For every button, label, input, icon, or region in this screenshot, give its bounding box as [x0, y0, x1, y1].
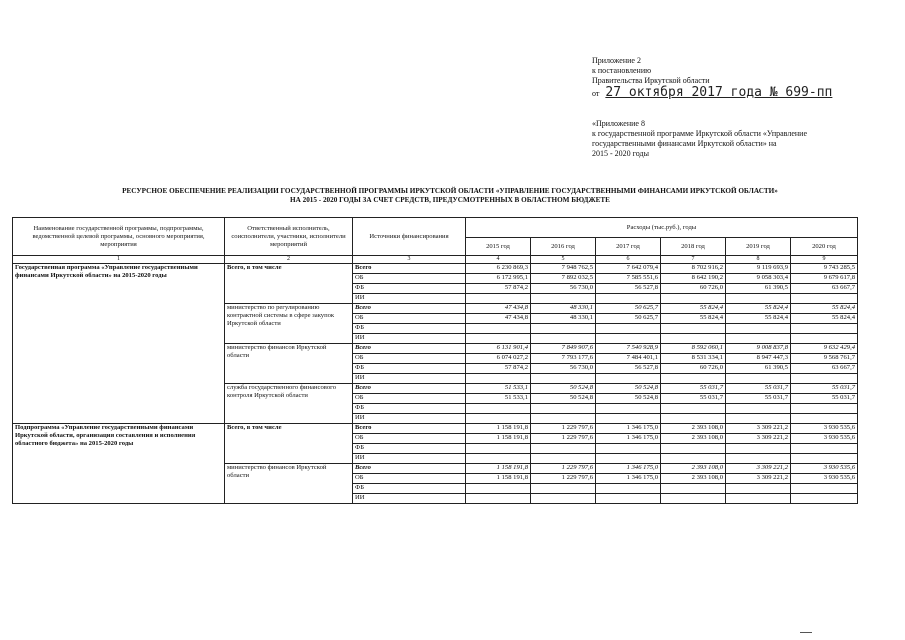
source-cell: ОБ: [353, 354, 466, 364]
value-cell: 7 540 928,9: [596, 344, 661, 354]
value-cell: 1 229 797,6: [531, 434, 596, 444]
value-cell: 2 393 108,0: [661, 464, 726, 474]
table-row: [13, 424, 858, 434]
value-cell: 50 524,8: [531, 384, 596, 394]
header-executor: Ответственный исполнитель, соисполнители, участники, исполнители мероприятий: [225, 218, 353, 256]
value-cell: 9 568 761,7: [791, 354, 858, 364]
value-cell: 3 309 221,2: [726, 424, 791, 434]
column-number: 1: [13, 256, 225, 264]
value-cell: [531, 454, 596, 464]
value-cell: 55 824,4: [726, 304, 791, 314]
value-cell: 56 527,8: [596, 284, 661, 294]
source-cell: ИИ: [353, 334, 466, 344]
value-cell: 7 585 551,6: [596, 274, 661, 284]
value-cell: 1 346 175,0: [596, 464, 661, 474]
value-cell: [726, 404, 791, 414]
program-name-cell: Государственная программа «Управление государственными финансами Иркутской области» на 2015-2020 годы: [13, 264, 225, 424]
header-program: Наименование государственной программы, подпрограммы, ведомственной целевой программы, основного мероприятия, мероприятия: [13, 218, 225, 256]
value-cell: 57 874,2: [466, 364, 531, 374]
value-cell: 55 824,4: [661, 304, 726, 314]
value-cell: [531, 324, 596, 334]
value-cell: 8 592 060,1: [661, 344, 726, 354]
value-cell: [596, 294, 661, 304]
value-cell: 3 309 221,2: [726, 474, 791, 484]
value-cell: [791, 484, 858, 494]
source-cell: ИИ: [353, 374, 466, 384]
value-cell: [726, 294, 791, 304]
value-cell: 55 031,7: [661, 394, 726, 404]
value-cell: 6 230 869,3: [466, 264, 531, 274]
header-year: 2017 год: [596, 238, 661, 256]
value-cell: 7 642 079,4: [596, 264, 661, 274]
value-cell: [466, 404, 531, 414]
executor-cell: служба государственного финансового контроля Иркутской области: [225, 384, 353, 424]
value-cell: [596, 404, 661, 414]
value-cell: 1 158 191,8: [466, 424, 531, 434]
source-cell: ОБ: [353, 314, 466, 324]
value-cell: [466, 484, 531, 494]
value-cell: 55 031,7: [661, 384, 726, 394]
executor-cell: Всего, в том числе: [225, 264, 353, 304]
value-cell: 56 730,0: [531, 284, 596, 294]
value-cell: 60 726,0: [661, 284, 726, 294]
value-cell: [791, 444, 858, 454]
value-cell: 7 948 762,5: [531, 264, 596, 274]
value-cell: 55 824,4: [791, 304, 858, 314]
source-cell: ОБ: [353, 474, 466, 484]
value-cell: 1 158 191,8: [466, 434, 531, 444]
value-cell: 55 031,7: [726, 384, 791, 394]
source-cell: Всего: [353, 464, 466, 474]
value-cell: [726, 334, 791, 344]
value-cell: 3 309 221,2: [726, 434, 791, 444]
value-cell: 2 393 108,0: [661, 434, 726, 444]
program-name-cell: Подпрограмма «Управление государственными финансами Иркутской области, организация составления и исполнения областного бюджета» на 2015-2020 годы: [13, 424, 225, 504]
value-cell: [791, 454, 858, 464]
value-cell: 8 642 190,2: [661, 274, 726, 284]
value-cell: [596, 324, 661, 334]
value-cell: [791, 494, 858, 504]
value-cell: [596, 444, 661, 454]
source-cell: ИИ: [353, 294, 466, 304]
value-cell: [466, 494, 531, 504]
value-cell: [661, 334, 726, 344]
value-cell: 57 874,2: [466, 284, 531, 294]
value-cell: 50 524,8: [531, 394, 596, 404]
value-cell: 6 131 901,4: [466, 344, 531, 354]
value-cell: [596, 374, 661, 384]
annex2-block: [592, 119, 854, 159]
value-cell: 7 793 177,6: [531, 354, 596, 364]
value-cell: [726, 414, 791, 424]
value-cell: 9 743 285,5: [791, 264, 858, 274]
column-number: 4: [466, 256, 531, 264]
value-cell: 1 158 191,8: [466, 474, 531, 484]
value-cell: 9 632 429,4: [791, 344, 858, 354]
annex2-line-3: государственными финансами Иркутской области» на: [592, 139, 777, 148]
resources-table: [12, 217, 858, 504]
source-cell: ОБ: [353, 274, 466, 284]
value-cell: 3 309 221,2: [726, 464, 791, 474]
value-cell: 63 667,7: [791, 284, 858, 294]
annex2-line-4: 2015 - 2020 годы: [592, 149, 649, 158]
value-cell: [791, 324, 858, 334]
value-cell: 3 930 535,6: [791, 434, 858, 444]
value-cell: 9 119 693,9: [726, 264, 791, 274]
value-cell: [531, 494, 596, 504]
value-cell: [726, 454, 791, 464]
value-cell: [726, 374, 791, 384]
value-cell: 50 625,7: [596, 304, 661, 314]
source-cell: ФБ: [353, 324, 466, 334]
value-cell: 48 330,1: [531, 314, 596, 324]
annex2-line-1: «Приложение 8: [592, 119, 645, 128]
header-year: 2015 год: [466, 238, 531, 256]
value-cell: [596, 414, 661, 424]
value-cell: 63 667,7: [791, 364, 858, 374]
value-cell: 55 824,4: [661, 314, 726, 324]
value-cell: [661, 494, 726, 504]
value-cell: 3 930 535,6: [791, 424, 858, 434]
value-cell: 47 434,8: [466, 304, 531, 314]
annex-line-3: Правительства Иркутской области: [592, 76, 710, 85]
source-cell: ИИ: [353, 494, 466, 504]
value-cell: 9 058 303,4: [726, 274, 791, 284]
column-number: 6: [596, 256, 661, 264]
source-cell: Всего: [353, 264, 466, 274]
column-number: 2: [225, 256, 353, 264]
annex-date-prefix: от: [592, 89, 600, 98]
value-cell: 50 524,8: [596, 384, 661, 394]
source-cell: Всего: [353, 344, 466, 354]
annex-block: [592, 56, 842, 100]
column-number: 3: [353, 256, 466, 264]
value-cell: [466, 334, 531, 344]
column-number: 5: [531, 256, 596, 264]
value-cell: 55 031,7: [726, 394, 791, 404]
value-cell: [596, 334, 661, 344]
source-cell: ФБ: [353, 404, 466, 414]
value-cell: 1 229 797,6: [531, 474, 596, 484]
value-cell: [466, 444, 531, 454]
value-cell: 7 484 401,1: [596, 354, 661, 364]
value-cell: [531, 374, 596, 384]
value-cell: 55 031,7: [791, 394, 858, 404]
executor-cell: министерство финансов Иркутской области: [225, 464, 353, 504]
value-cell: 9 679 617,8: [791, 274, 858, 284]
value-cell: [596, 484, 661, 494]
value-cell: 9 008 837,8: [726, 344, 791, 354]
value-cell: 2 393 108,0: [661, 474, 726, 484]
column-number: 8: [726, 256, 791, 264]
value-cell: [466, 454, 531, 464]
value-cell: 8 947 447,3: [726, 354, 791, 364]
value-cell: 7 849 907,6: [531, 344, 596, 354]
value-cell: [661, 294, 726, 304]
value-cell: [791, 374, 858, 384]
header-year: 2020 год: [791, 238, 858, 256]
value-cell: [726, 444, 791, 454]
column-number: 9: [791, 256, 858, 264]
value-cell: 1 346 175,0: [596, 434, 661, 444]
source-cell: Всего: [353, 304, 466, 314]
value-cell: [661, 324, 726, 334]
annex2-line-2: к государственной программе Иркутской области «Управление: [592, 129, 808, 138]
source-cell: ИИ: [353, 454, 466, 464]
value-cell: 51 533,1: [466, 394, 531, 404]
value-cell: 56 730,0: [531, 364, 596, 374]
executor-cell: Всего, в том числе: [225, 424, 353, 464]
value-cell: [791, 294, 858, 304]
header-year: 2016 год: [531, 238, 596, 256]
value-cell: 51 533,1: [466, 384, 531, 394]
value-cell: [531, 484, 596, 494]
value-cell: [661, 404, 726, 414]
source-cell: ФБ: [353, 284, 466, 294]
column-number: 7: [661, 256, 726, 264]
value-cell: 55 824,4: [791, 314, 858, 324]
value-cell: 60 726,0: [661, 364, 726, 374]
source-cell: Всего: [353, 424, 466, 434]
annex-date-line: [592, 86, 842, 100]
value-cell: [466, 324, 531, 334]
source-cell: ОБ: [353, 434, 466, 444]
executor-cell: министерство финансов Иркутской области: [225, 344, 353, 384]
header-source: Источники финансирования: [353, 218, 466, 256]
document-title-line-2: НА 2015 - 2020 ГОДЫ ЗА СЧЕТ СРЕДСТВ, ПРЕДУСМОТРЕННЫХ В ОБЛАСТНОМ БЮДЖЕТЕ: [290, 196, 610, 204]
value-cell: 47 434,8: [466, 314, 531, 324]
value-cell: [531, 414, 596, 424]
value-cell: 2 393 108,0: [661, 424, 726, 434]
value-cell: [661, 484, 726, 494]
document-title: [20, 187, 880, 205]
value-cell: [661, 454, 726, 464]
header-year: 2018 год: [661, 238, 726, 256]
value-cell: [791, 414, 858, 424]
value-cell: 56 527,8: [596, 364, 661, 374]
value-cell: 50 625,7: [596, 314, 661, 324]
value-cell: [726, 494, 791, 504]
header-expenses: Расходы (тыс.руб.), годы: [466, 218, 858, 238]
source-cell: ИИ: [353, 414, 466, 424]
value-cell: 1 346 175,0: [596, 474, 661, 484]
value-cell: [661, 374, 726, 384]
value-cell: [661, 444, 726, 454]
value-cell: 3 930 535,6: [791, 474, 858, 484]
value-cell: [531, 404, 596, 414]
value-cell: 1 229 797,6: [531, 424, 596, 434]
value-cell: [596, 494, 661, 504]
value-cell: [726, 484, 791, 494]
value-cell: 6 074 027,2: [466, 354, 531, 364]
value-cell: [661, 414, 726, 424]
header-year: 2019 год: [726, 238, 791, 256]
value-cell: 6 172 995,1: [466, 274, 531, 284]
value-cell: [726, 324, 791, 334]
value-cell: 8 531 334,1: [661, 354, 726, 364]
value-cell: [531, 294, 596, 304]
value-cell: 1 346 175,0: [596, 424, 661, 434]
executor-cell: министерство по регулированию контрактной системы в сфере закупок Иркутской области: [225, 304, 353, 344]
source-cell: ФБ: [353, 484, 466, 494]
value-cell: 1 229 797,6: [531, 464, 596, 474]
value-cell: [791, 404, 858, 414]
value-cell: 55 031,7: [791, 384, 858, 394]
value-cell: [791, 334, 858, 344]
source-cell: ФБ: [353, 364, 466, 374]
value-cell: 3 930 535,6: [791, 464, 858, 474]
value-cell: 50 524,8: [596, 394, 661, 404]
value-cell: 55 824,4: [726, 314, 791, 324]
table-body: [13, 264, 858, 504]
value-cell: [466, 374, 531, 384]
annex-line-2: к постановлению: [592, 66, 652, 75]
value-cell: 8 702 916,2: [661, 264, 726, 274]
page-mark: [800, 632, 812, 633]
value-cell: 7 892 032,5: [531, 274, 596, 284]
value-cell: [466, 414, 531, 424]
source-cell: ФБ: [353, 444, 466, 454]
value-cell: 61 390,5: [726, 284, 791, 294]
value-cell: [466, 294, 531, 304]
value-cell: 61 390,5: [726, 364, 791, 374]
annex-line-1: Приложение 2: [592, 56, 641, 65]
table-row: [13, 264, 858, 274]
value-cell: [596, 454, 661, 464]
document-title-line-1: РЕСУРСНОЕ ОБЕСПЕЧЕНИЕ РЕАЛИЗАЦИИ ГОСУДАРСТВЕННОЙ ПРОГРАММЫ ИРКУТСКОЙ ОБЛАСТИ «УПРАВЛЕНИЕ ГОСУДАРСТВЕННЫМИ ФИНАНСАМИ ИРКУТСКОЙ ОБЛАСТИ»: [122, 187, 778, 195]
value-cell: [531, 334, 596, 344]
annex-date-stamp: 27 октября 2017 года № 699-пп: [605, 85, 833, 100]
value-cell: [531, 444, 596, 454]
source-cell: Всего: [353, 384, 466, 394]
value-cell: 1 158 191,8: [466, 464, 531, 474]
value-cell: 48 330,1: [531, 304, 596, 314]
source-cell: ОБ: [353, 394, 466, 404]
